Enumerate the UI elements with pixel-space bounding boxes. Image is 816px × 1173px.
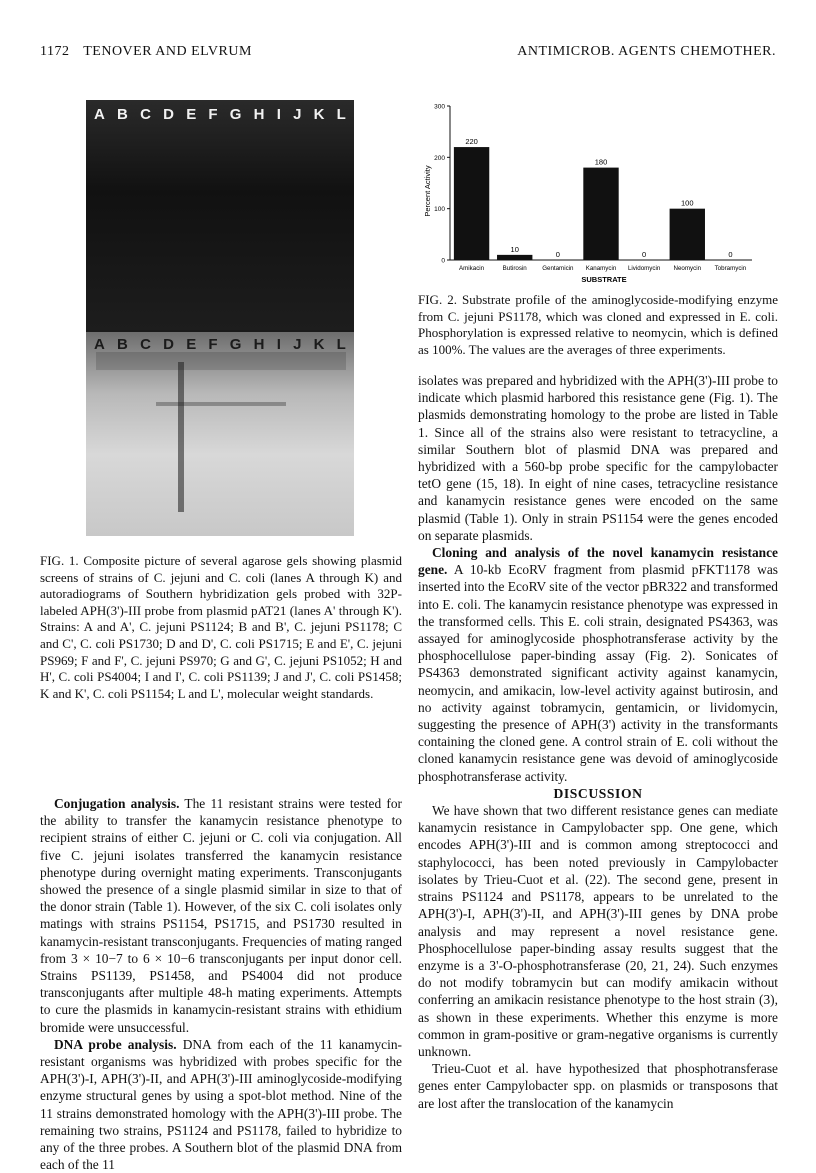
category-label-gentamicin: Gentamicin (542, 265, 574, 272)
lane-label: C (140, 106, 151, 123)
conjugation-text: The 11 resistant strains were tested for the ability to transfer the kanamycin resistance phenotype to recipient strains of either C. jejuni or C. coli via conjugation. All five C. jejuni isolates transferred the kanamycin resistance phenotype during overnight mating experiments. Transconjugants showed the presence of a single plasmid similar in size to that of the donor strain (Table 1). However, of the six C. coli isolates only matings with strains PS1154, PS1715, and PS1730 resulted in kanamycin-resistant transconjugants. Frequencies of mating ranged from 3 × 10−7 to 6 × 10−6 transconjugants per input donor cell. Strains PS1139, PS1458, and PS4004 did not produce transconjugants after multiple 48-h mating experiments. Attempts to cure the plasmids in kanamycin-resistant strains with ethidium bromide were unsuccessful. (40, 796, 403, 1035)
lane-label: I (276, 106, 281, 123)
bar-butirosin (497, 255, 532, 260)
lane-label: I (276, 336, 281, 353)
lane-label: D (163, 336, 174, 353)
figure-1-caption (40, 553, 402, 702)
lane-label: K (313, 106, 325, 123)
category-label-neomycin: Neomycin (673, 265, 702, 272)
page-number: 1172 (40, 44, 70, 59)
plasmid-screen-gel (86, 100, 354, 330)
value-label-amikacin: 220 (465, 137, 478, 147)
hybridization-smear (178, 362, 184, 512)
lane-label: E (186, 336, 197, 353)
x-axis-label: SUBSTRATE (581, 275, 627, 284)
category-label-kanamycin: Kanamycin (585, 265, 617, 272)
dna-probe-paragraph (40, 1036, 402, 1173)
right-column (418, 372, 778, 1112)
category-label-amikacin: Amikacin (459, 265, 485, 272)
category-label-lividomycin: Lividomycin (627, 265, 661, 272)
cloning-paragraph (418, 544, 778, 785)
discussion-paragraph-1: We have shown that two different resistance genes can mediate kanamycin resistance in Campylobacter spp. One gene, which encodes APH(3')-III and is common among streptococci and staphylococci, has been noted previously in Campylobacter isolates by Trieu-Cuot et al. (22). The second gene, present in strains PS1124 and PS1178, appears to be unrelated to the APH(3')-I, APH(3')-II, and APH(3')-III genes by DNA probe analysis and may represent a novel resistance gene. Phosphocellulose paper-binding assay results suggest that the enzyme is a 3'-O-phosphotransferase (20, 21, 24). Such enzymes do not modify tobramycin but can modify amikacin without conferring an amikacin resistance phenotype to the host strain (3), as shown in these experiments. Whether this enzyme is more common in gram-positive or gram-negative organisms is currently unknown. (418, 803, 778, 1059)
value-label-lividomycin: 0 (642, 250, 647, 259)
bar-kanamycin (583, 168, 618, 260)
lane-label: B (117, 336, 128, 353)
value-label-gentamicin: 0 (555, 250, 560, 259)
value-label-tobramycin: 0 (728, 250, 733, 259)
category-label-tobramycin: Tobramycin (714, 265, 747, 272)
lane-label: K (313, 336, 325, 353)
figure-1-gel-image (86, 100, 354, 536)
value-label-kanamycin: 180 (594, 157, 608, 167)
running-header-left (40, 44, 252, 60)
discussion-paragraph-2: Trieu-Cuot et al. have hypothesized that phosphotransferase genes enter Campylobacter spp. on plasmids or transposons that are lost after the translocation of the kanamycin (418, 1061, 778, 1111)
lane-label: G (229, 336, 242, 353)
bar-neomycin (670, 209, 705, 260)
lane-label: G (229, 106, 242, 123)
figure-1-caption-text: Composite picture of several agarose gels showing plasmid screens of strains of C. jejuni and C. coli (lanes A through K) and autoradiograms of Southern hybridization gels probed with 32P-labeled APH(3')-III probe from plasmid pAT21 (lanes A' through K'). Strains: A and A', C. jejuni PS1124; B and B', C. jejuni PS1178; C and C', C. coli PS1730; D and D', C. coli PS1715; E and E', C. jejuni PS969; F and F', C. jejuni PS970; G and G', C. jejuni PS1052; H and H', C. coli PS4004; I and I', C. coli PS1139; J and J', C. coli PS1458; K and K', C. coli PS1154; L and L', molecular weight standards. (40, 553, 403, 701)
lane-labels-top (94, 106, 346, 123)
category-label-butirosin: Butirosin (502, 265, 527, 272)
dna-probe-heading: DNA probe analysis. (54, 1036, 177, 1052)
figure-2-caption-text: Substrate profile of the aminoglycoside-modifying enzyme from C. jejuni PS1178, which was cloned and expressed in E. coli. Phosphorylation is expressed relative to neomycin, which is defined as 100%. The values are the averages of three experiments. (418, 292, 779, 357)
lane-label: F (208, 336, 218, 353)
autoradiogram (86, 332, 354, 536)
lane-label: E (186, 106, 197, 123)
journal-header: ANTIMICROB. AGENTS CHEMOTHER. (517, 44, 776, 59)
figure-2-chart (418, 96, 758, 286)
conjugation-heading: Conjugation analysis. (54, 796, 180, 811)
lane-label: A (94, 106, 105, 123)
lane-label: L (336, 106, 346, 123)
lane-label: L (336, 336, 346, 353)
lane-labels-bottom (94, 336, 346, 353)
hybridization-band (156, 402, 286, 406)
y-tick-label: 200 (434, 154, 445, 162)
bar-chart (418, 96, 758, 286)
lane-label: C (140, 336, 151, 353)
lane-label: B (117, 106, 128, 123)
bar-amikacin (454, 147, 489, 260)
lane-label: H (253, 106, 265, 123)
lane-label: A (94, 336, 105, 353)
y-axis-label: Percent Activity (423, 165, 432, 217)
value-label-neomycin: 100 (681, 198, 694, 208)
cloning-heading: Cloning and analysis of the novel kanamycin resistance gene. (418, 545, 778, 578)
lane-label: F (208, 106, 218, 123)
cloning-text: A 10-kb EcoRV fragment from plasmid pFKT1178 was inserted into the EcoRV site of the vector pBR322 and transformed into E. coli. The kanamycin resistance phenotype was expressed in the transformed cells. This E. coli strain, designated PS4363, was assayed for aminoglycoside phosphotransferase activity by the phosphocellulose paper-binding assay (Fig. 2). Sonicates of PS4363 demonstrated significant activity against kanamycin, neomycin, and amikacin, low-level activity against butirosin, and no activity against tobramycin, gentamicin, or lividomycin, suggesting the presence of APH(3') activity in the transformants containing the cloned gene. A control strain of E. coli without the cloned kanamycin resistance gene was devoid of aminoglycoside phosphotransferase activity. (418, 562, 779, 784)
figure-2-caption-label: FIG. 2. (418, 292, 457, 307)
lane-label: J (293, 336, 302, 353)
dna-probe-text: DNA from each of the 11 kanamycin-resistant organisms was hybridized with probes specific for the APH(3')-I, APH(3')-II, and APH(3')-III aminoglycoside-modifying enzyme structural genes by using a spot-blot method. Nine of the 11 strains demonstrated homology with the APH(3')-III probe. The remaining two strains, PS1124 and PS1178, failed to hybridize to any of the three probes. A Southern blot of the plasmid DNA from each of the 11 (40, 1036, 402, 1173)
author-header: TENOVER AND ELVRUM (83, 44, 252, 59)
lane-label: J (293, 106, 302, 123)
left-column (40, 795, 402, 1173)
figure-1-caption-label: FIG. 1. (40, 553, 79, 568)
lane-label: H (253, 336, 265, 353)
hybridization-band (96, 352, 346, 370)
discussion-heading: DISCUSSION (553, 785, 643, 801)
value-label-butirosin: 10 (510, 244, 519, 254)
conjugation-paragraph (40, 795, 402, 1036)
y-tick-label: 300 (434, 103, 445, 111)
continued-paragraph: isolates was prepared and hybridized with the APH(3')-III probe to indicate which plasmid harbored this resistance gene (Fig. 1). The plasmids demonstrating homology to the probe are listed in Table 1. Since all of the strains also were resistant to tetracycline, a similar Southern blot of plasmid DNA was prepared and hybridized with a 560-bp probe specific for the campylobacter tetO gene (15, 18). In eight of nine cases, tetracycline resistance and kanamycin resistance genes were encoded on the same plasmid (Table 1). Only in strain PS1154 were the genes encoded on separate plasmids. (418, 373, 778, 543)
lane-label: D (163, 106, 174, 123)
y-tick-label: 0 (441, 257, 445, 265)
figure-2-caption (418, 292, 778, 358)
y-tick-label: 100 (434, 206, 445, 214)
